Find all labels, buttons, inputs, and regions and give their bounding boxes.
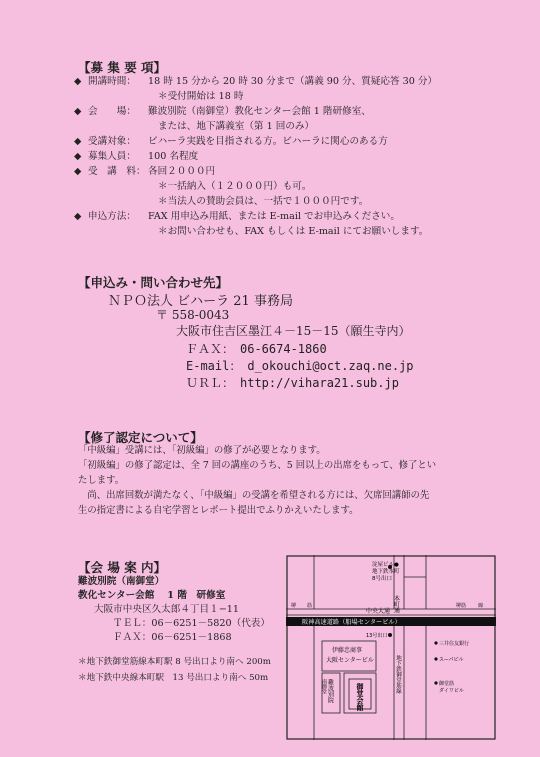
recruit-heading: 【募 集 要 項】 xyxy=(78,60,167,75)
map-frame xyxy=(287,556,495,739)
recruit-value: 難波別院（南御堂）教化センター会館 1 階研修室、 xyxy=(148,106,371,117)
map-label-left-road: 筋 xyxy=(307,603,313,609)
map-label-nanba: 難波別院 xyxy=(326,679,334,703)
subway-exit-13-marker xyxy=(388,633,392,637)
recruit-value: ＊当法人の賛助会員は、一括で１０００円です。 xyxy=(158,196,369,207)
map-label-supa: スーパビル xyxy=(439,657,464,663)
diamond-bullet-icon: ◆ xyxy=(74,106,82,117)
recruit-label: 受 講 料： xyxy=(88,166,146,177)
map-label-mido-kaikan: 御堂会館 xyxy=(356,683,364,711)
cert-line: 生の指定書による自宅学習とレポート提出でふりかえいたします。 xyxy=(78,505,359,516)
map-label-itochu: 伊藤忠商事 xyxy=(332,647,363,654)
recruit-value: ＊お問い合わせも、FAX もしくは E-mail にてお願いします。 xyxy=(158,226,429,237)
cert-heading: 【修了認定について】 xyxy=(78,430,203,445)
map-label-bank: 三井住友銀行 xyxy=(439,641,470,647)
recruit-value: ＊一括納入（１２０００円）も可。 xyxy=(158,181,312,192)
map-label-chuo-odori: 中央大通 xyxy=(366,608,391,615)
cert-line: たします。 xyxy=(78,475,125,486)
recruit-value: FAX 用申込み用紙、または E-mail でお申込みください。 xyxy=(148,211,400,222)
map-label-exit13: 13号出口 xyxy=(366,633,388,639)
recruit-value: または、地下講義室（第 1 回のみ） xyxy=(158,121,315,132)
map-itochu-building xyxy=(322,641,376,671)
venue-address: 大阪市中央区久太郎４丁目１−11 xyxy=(94,604,239,615)
recruit-value: 各回２０００円 xyxy=(148,166,216,177)
recruit-label: 会 場： xyxy=(88,106,136,117)
venue-map xyxy=(286,555,496,740)
map-label-mido-dou: 南御堂 xyxy=(321,679,327,694)
recruit-value: ビハーラ実践を目指される方。ビハーラに関心のある方 xyxy=(148,136,388,147)
map-label-bldg-top: 8号出口 xyxy=(372,576,392,582)
map-label-midosuji-line: 地下鉄御堂筋線 xyxy=(395,655,401,694)
contact-heading: 【申込み・問い合わせ先】 xyxy=(78,275,229,290)
recruit-label: 募集人員： xyxy=(88,151,136,162)
recruit-value: 100 名程度 xyxy=(148,151,199,162)
map-label-itochu: 大阪センタービル xyxy=(326,657,374,664)
cert-line: 「中級編」受講には、「初級編」の修了が必要となります。 xyxy=(78,445,326,456)
venue-name: 難波別院（南御堂） xyxy=(78,576,165,587)
map-supa-marker xyxy=(434,657,437,660)
contact-email[interactable]: E-mail： d_okouchi@oct.zaq.ne.jp xyxy=(186,359,414,373)
contact-address: 大阪市住吉区墨江４－15－15（願生寺内） xyxy=(176,324,411,338)
map-label-right-road: 線 xyxy=(478,603,484,609)
venue-room: 教化センター会館 1 階 研修室 xyxy=(78,590,226,601)
venue-heading: 【会 場 案 内】 xyxy=(78,560,167,575)
map-label-daiwa: ダイワビル xyxy=(439,688,464,694)
map-label-right: 堺筋 xyxy=(456,603,467,609)
cert-line: 「初級編」の修了認定は、全 7 回の講座のうち、5 回以上の出席をもって、修了とい xyxy=(78,460,437,471)
map-label-bldg-top: 淀屋ビル● xyxy=(372,562,399,568)
map-bank-marker xyxy=(434,641,437,644)
map-label-mido: 御堂筋 xyxy=(439,681,455,687)
map-daiwa-marker xyxy=(434,681,437,684)
contact-fax: ＦＡＸ： 06-6674-1860 xyxy=(186,342,327,356)
recruit-label: 開講時間： xyxy=(88,76,136,87)
map-label-left: 堺 xyxy=(291,603,297,609)
map-label-honmachi-dori: 本町通 xyxy=(392,595,400,613)
venue-access: ＊地下鉄中央線本町駅 13 号出口より南へ 50m xyxy=(78,673,269,683)
diamond-bullet-icon: ◆ xyxy=(74,136,82,147)
diamond-bullet-icon: ◆ xyxy=(74,211,82,222)
recruit-label: 受講対象： xyxy=(88,136,136,147)
map-label-hanshin: 阪神高速道路（船場センタービル） xyxy=(302,619,401,626)
map-label-bldg-top: 地下鉄本町 xyxy=(372,569,400,575)
contact-zip: 〒 558-0043 xyxy=(156,308,230,322)
recruit-value: ＊受付開始は 18 時 xyxy=(158,91,244,102)
venue-fax: ＦＡＸ：06－6251－1868 xyxy=(113,632,232,643)
contact-org: ＮＰＯ法人 ビハーラ 21 事務局 xyxy=(108,294,293,309)
diamond-bullet-icon: ◆ xyxy=(74,151,82,162)
diamond-bullet-icon: ◆ xyxy=(74,166,82,177)
venue-tel: ＴＥＬ：06－6251－5820（代表） xyxy=(113,618,270,629)
diamond-bullet-icon: ◆ xyxy=(74,76,82,87)
contact-url[interactable]: ＵＲＬ： http://vihara21.sub.jp xyxy=(186,376,399,390)
recruit-label: 申込方法： xyxy=(88,211,136,222)
cert-line: 尚、出席回数が満たなく、「中級編」の受講を希望される方には、欠席回講師の先 xyxy=(78,490,430,501)
venue-access: ＊地下鉄御堂筋線本町駅 8 号出口より南へ 200m xyxy=(78,657,271,667)
recruit-value: 18 時 15 分から 20 時 30 分まで（講義 90 分、質疑応答 30 分） xyxy=(148,76,438,87)
